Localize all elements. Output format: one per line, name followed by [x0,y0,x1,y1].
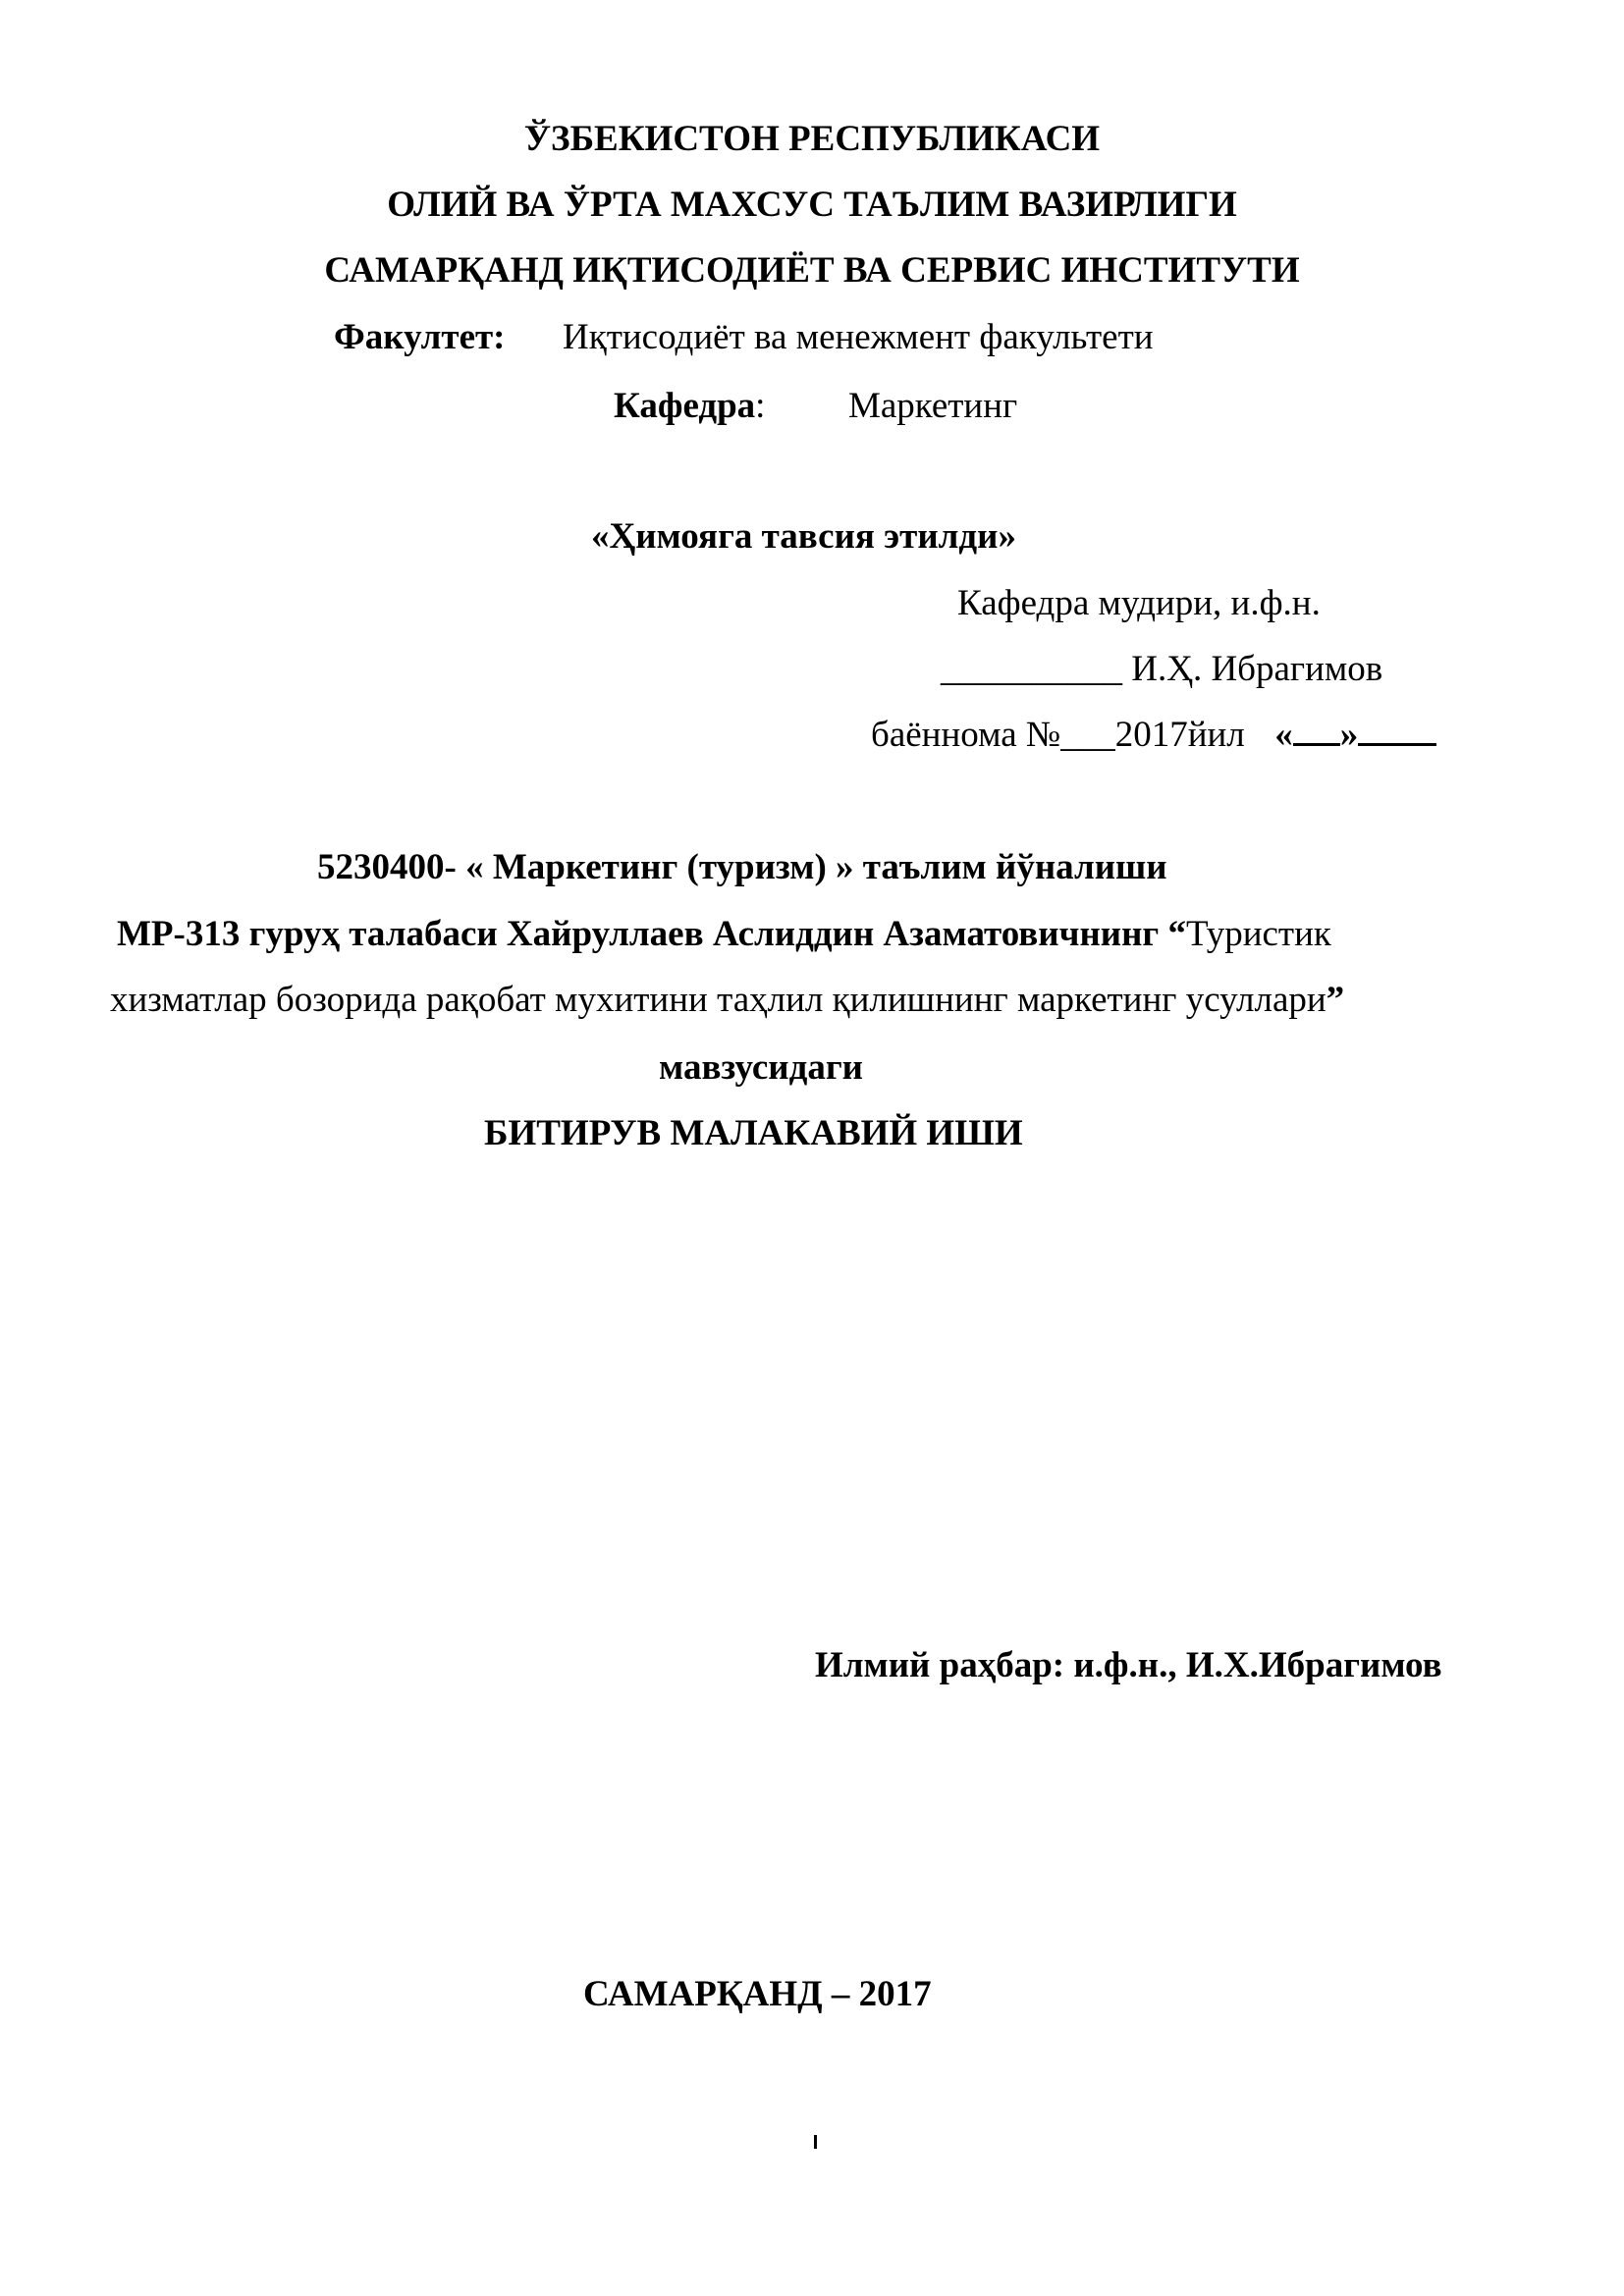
department-head-line: Кафедра мудири, и.ф.н. [957,583,1321,623]
signature-blank: __________ [941,649,1122,689]
supervisor-line: Илмий раҳбар: и.ф.н., И.Х.Ибрагимов [815,1645,1442,1685]
ministry-title: ОЛИЙ ВА ЎРТА МАХСУС ТАЪЛИМ ВАЗИРЛИГИ [387,185,1237,225]
date-month-blank [1358,714,1436,746]
topic-suffix: мавзусидаги [659,1047,863,1088]
date-open-quote: « [1274,715,1293,755]
date-close-quote: » [1339,715,1359,755]
specialty-line: 5230400- « Маркетинг (туризм) » таълим йўналиши [317,847,1167,887]
department-value: Маркетинг [847,386,1018,426]
topic-close-quote: ” [1326,980,1345,1020]
protocol-prefix: баённома №___2017йил [871,715,1245,755]
topic-start: Туристик [1185,914,1331,954]
topic-line [110,979,1344,1022]
work-type-title: БИТИРУВ МАЛАКАВИЙ ИШИ [484,1113,1023,1153]
faculty-value: Иқтисодиёт ва менежмент факультети [563,317,1154,357]
approval-title: «Ҳимояга тавсия этилди» [591,516,1016,557]
topic-continued: хизматлар бозорида рақобат мухитини таҳлил қилишнинг маркетинг усуллари [110,980,1326,1020]
student-info: МР-313 гуруҳ талабаси Хайруллаев Аслиддин Азаматовичнинг “ [117,914,1186,954]
department-line [614,385,1017,428]
date-day-blank [1293,714,1340,746]
page-marker [814,2135,817,2149]
city-year: САМАРҚАНД – 2017 [583,1974,932,2014]
faculty-label: Факултет: [334,317,506,357]
protocol-line [871,714,1436,757]
signature-line [941,648,1382,691]
republic-title: ЎЗБЕКИСТОН РЕСПУБЛИКАСИ [523,119,1101,159]
department-label: Кафедра [614,386,756,426]
student-line [117,913,1331,956]
signature-name: И.Ҳ. Ибрагимов [1131,649,1383,689]
institute-title: САМАРҚАНД ИҚТИСОДИЁТ ВА СЕРВИС ИНСТИТУТИ [324,250,1300,291]
faculty-line [334,316,1154,359]
department-colon: : [755,386,766,426]
